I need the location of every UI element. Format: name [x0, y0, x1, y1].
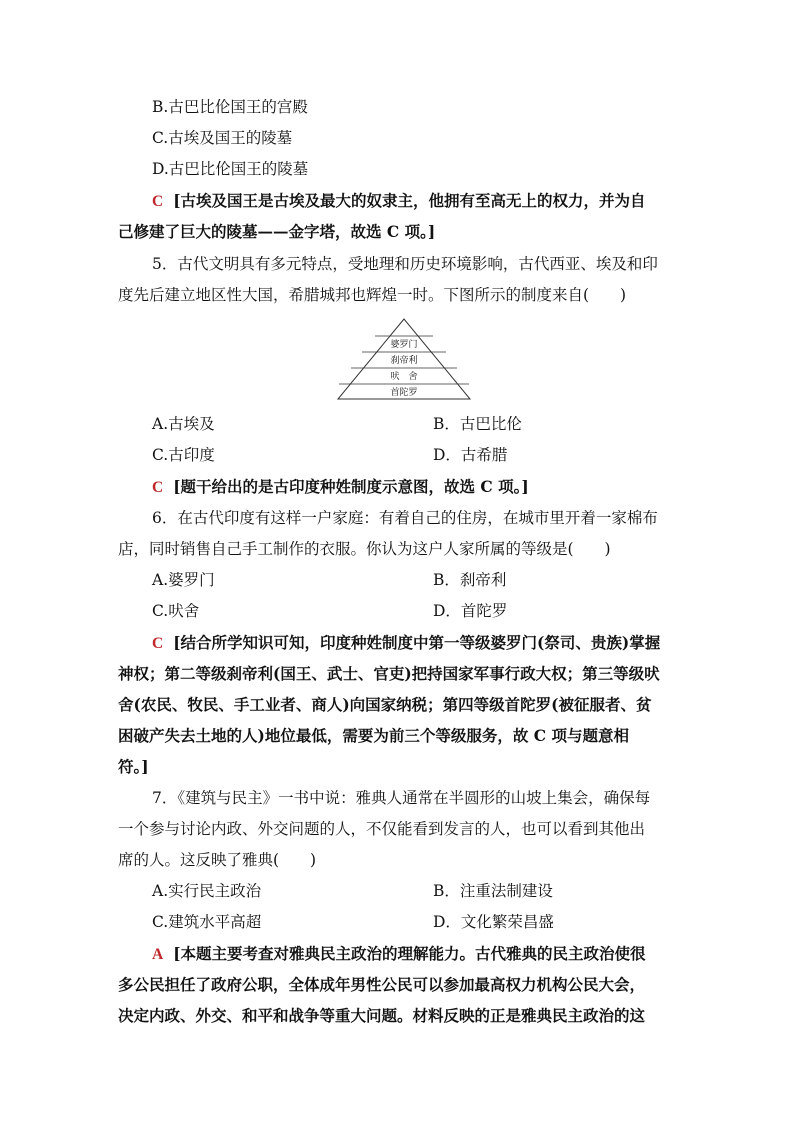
- pyramid-level-vaishya: 吠 舍: [390, 372, 418, 382]
- caste-pyramid-diagram: [336, 317, 472, 403]
- q7-answer: A: [152, 946, 164, 963]
- q6-answer: C: [152, 635, 164, 652]
- q4-answer: C: [152, 193, 164, 210]
- q7-stem-line-2: 一个参与讨论内政、外交问题的人，不仅能看到发言的人，也可以看到其他出: [118, 820, 646, 838]
- q6-option-d: D．首陀罗: [433, 602, 508, 620]
- q5-stem-line-2: 度先后建立地区性大国，希腊城邦也辉煌一时。下图所示的制度来自( ): [118, 286, 627, 304]
- q5-option-c: C.古印度: [152, 446, 215, 464]
- q4-explanation-line-1: C [古埃及国王是古埃及最大的奴隶主，他拥有至高无上的权力，并为自: [152, 191, 646, 210]
- q6-option-b: B．刹帝利: [433, 571, 507, 589]
- q7-option-a: A.实行民主政治: [152, 882, 262, 900]
- q7-stem-line-3: 席的人。这反映了雅典( ): [118, 851, 317, 869]
- q7-option-d: D．文化繁荣昌盛: [433, 913, 554, 931]
- q4-explanation-line-2: 己修建了巨大的陵墓——金字塔，故选 C 项。]: [118, 222, 436, 241]
- q6-explanation-line-1: C [结合所学知识可知，印度种姓制度中第一等级婆罗门(祭司、贵族)掌握: [152, 633, 661, 652]
- q6-option-c: C.吠舍: [152, 602, 200, 620]
- q6-explanation-line-2: 神权；第二等级刹帝利(国王、武士、官吏)把持国家军事行政大权；第三等级吠: [118, 664, 660, 683]
- q6-option-a: A.婆罗门: [152, 571, 215, 589]
- q6-explanation-line-3: 舍(农民、牧民、手工业者、商人)向国家纳税；第四等级首陀罗(被征服者、贫: [118, 695, 652, 714]
- q4-option-c: C.古埃及国王的陵墓: [152, 129, 293, 147]
- q6-explanation-line-5: 符。]: [118, 757, 149, 776]
- q6-stem-line-1: 6．在古代印度有这样一户家庭：有着自己的住房，在城市里开着一家棉布: [152, 509, 658, 527]
- q4-option-d: D.古巴比伦国王的陵墓: [152, 160, 309, 178]
- q7-option-b: B．注重法制建设: [433, 882, 553, 900]
- q5-option-b: B．古巴比伦: [433, 415, 522, 433]
- q6-explanation-line-4: 困破产失去土地的人)地位最低，需要为前三个等级服务，故 C 项与题意相: [118, 726, 629, 745]
- pyramid-level-brahmin: 婆罗门: [390, 340, 418, 350]
- q4-option-b: B.古巴比伦国王的宫殿: [152, 98, 308, 116]
- pyramid-level-kshatriya: 刹帝利: [390, 356, 418, 366]
- q5-option-d: D．古希腊: [433, 446, 508, 464]
- q7-stem-line-1: 7．《建筑与民主》一书中说：雅典人通常在半圆形的山坡上集会，确保每: [152, 789, 651, 807]
- q5-option-a: A.古埃及: [152, 415, 215, 433]
- q5-answer: C: [152, 479, 164, 496]
- q6-stem-line-2: 店，同时销售自己手工制作的衣服。你认为这户人家所属的等级是( ): [118, 540, 611, 558]
- q5-explanation: C [题干给出的是古印度种姓制度示意图，故选 C 项。]: [152, 477, 529, 496]
- q7-explanation-line-3: 决定内政、外交、和平和战争等重大问题。材料反映的正是雅典民主政治的这: [118, 1006, 646, 1025]
- q7-explanation-line-2: 多公民担任了政府公职，全体成年男性公民可以参加最高权力机构公民大会，: [118, 975, 646, 994]
- q5-stem-line-1: 5．古代文明具有多元特点，受地理和历史环境影响，古代西亚、埃及和印: [152, 255, 658, 273]
- q7-explanation-line-1: A [本题主要考查对雅典民主政治的理解能力。古代雅典的民主政治使很: [152, 944, 646, 963]
- pyramid-level-shudra: 首陀罗: [390, 388, 418, 398]
- q7-option-c: C.建筑水平高超: [152, 913, 262, 931]
